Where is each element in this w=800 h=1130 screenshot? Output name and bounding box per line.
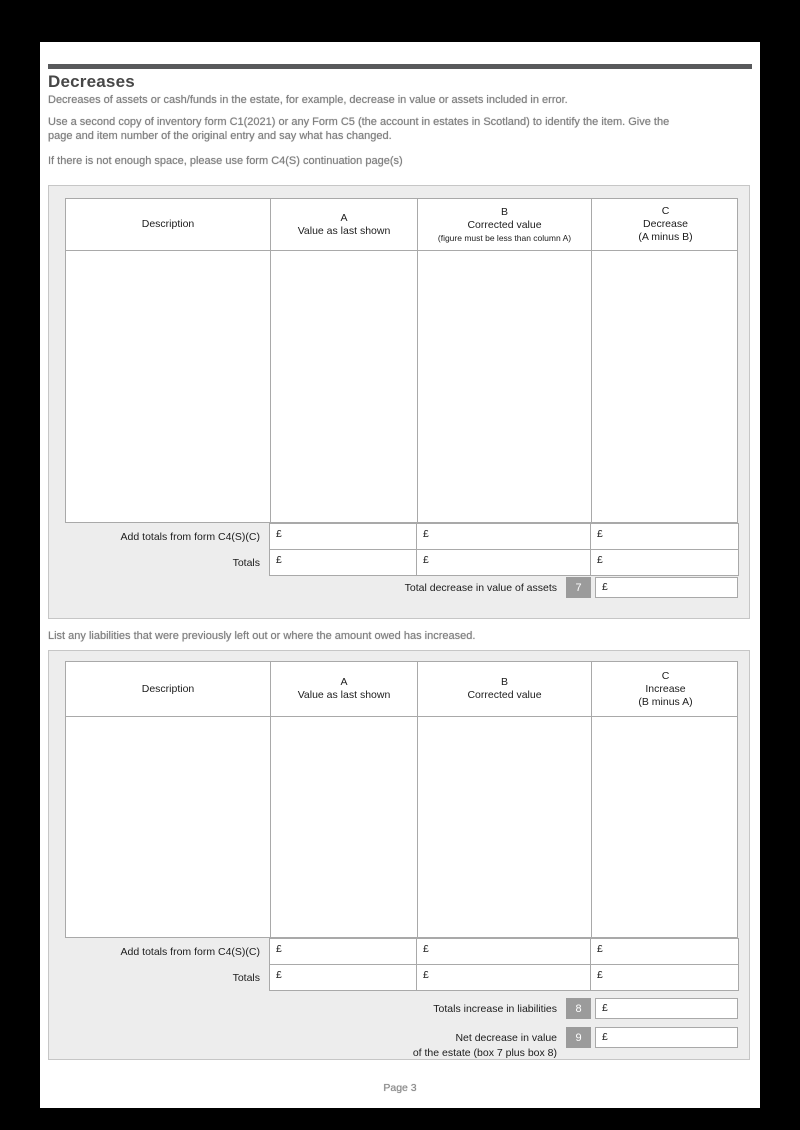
decreases-table-header (65, 198, 738, 251)
add-totals-row (65, 938, 738, 965)
totals-b-field[interactable]: £ (416, 549, 591, 576)
add-totals-c-field[interactable]: £ (590, 523, 739, 550)
increases-table-panel (48, 650, 750, 1060)
page-title: Decreases (48, 72, 135, 91)
box-7-amount-field[interactable]: £ (595, 577, 738, 598)
totals-a-field[interactable]: £ (269, 549, 417, 576)
column-header-c-increase: C Increase (B minus A) (591, 662, 739, 716)
intro-paragraph-1: Decreases of assets or cash/funds in the estate, for example, decrease in value or assets included in error. (48, 94, 568, 106)
add-totals-label: Add totals from form C4(S)(C) (120, 945, 260, 958)
column-header-b-note: (figure must be less than column A) (437, 233, 572, 243)
add-totals-b-field[interactable]: £ (416, 938, 591, 965)
totals-increase-liabilities-row (65, 998, 738, 1019)
totals-label: Totals (232, 556, 260, 569)
section-divider-rule (48, 64, 752, 69)
column-header-description: Description (141, 682, 195, 695)
liabilities-intro-text: List any liabilities that were previously left out or where the amount owed has increased. (48, 630, 476, 642)
box-9-amount-field[interactable]: £ (595, 1027, 738, 1048)
totals-c-field[interactable]: £ (590, 964, 739, 991)
increases-table-header (65, 661, 738, 717)
totals-row (65, 964, 738, 991)
add-totals-row (65, 523, 738, 550)
increases-table-body (65, 717, 738, 938)
box-9-number: 9 (566, 1027, 591, 1048)
column-header-a-value-as-last-shown: A Value as last shown (270, 662, 417, 716)
column-header-b-corrected-value: B Corrected value (417, 662, 591, 716)
value-b-entry-area[interactable] (417, 251, 591, 522)
box-8-number: 8 (566, 998, 591, 1019)
net-decrease-label (413, 1027, 557, 1061)
net-decrease-label-line-1: Net decrease in value (455, 1032, 557, 1044)
totals-row (65, 549, 738, 576)
net-decrease-row (65, 1027, 738, 1061)
totals-label: Totals (232, 971, 260, 984)
value-b-entry-area[interactable] (417, 717, 591, 937)
totals-a-field[interactable]: £ (269, 964, 417, 991)
column-header-a-value-as-last-shown: A Value as last shown (270, 199, 417, 250)
column-header-c-decrease: C Decrease (A minus B) (591, 199, 739, 250)
add-totals-a-field[interactable]: £ (269, 523, 417, 550)
value-c-entry-area[interactable] (591, 251, 739, 522)
add-totals-label: Add totals from form C4(S)(C) (120, 530, 260, 543)
total-decrease-label: Total decrease in value of assets (404, 582, 557, 594)
totals-c-field[interactable]: £ (590, 549, 739, 576)
page-number: Page 3 (383, 1082, 417, 1094)
column-header-b-corrected-value: B Corrected value (figure must be less than column A) (417, 199, 591, 250)
add-totals-b-field[interactable]: £ (416, 523, 591, 550)
box-7-number: 7 (566, 577, 591, 598)
value-a-entry-area[interactable] (270, 251, 417, 522)
decreases-table-body (65, 251, 738, 523)
totals-b-field[interactable]: £ (416, 964, 591, 991)
intro-paragraph-2-line-1: Use a second copy of inventory form C1(2021) or any Form C5 (the account in estates in Scotland) to identify the item. Give the (48, 116, 670, 128)
decreases-table-panel (48, 185, 750, 619)
intro-paragraph-3: If there is not enough space, please use form C4(S) continuation page(s) (48, 155, 403, 167)
total-decrease-row (65, 577, 738, 598)
totals-increase-liabilities-label: Totals increase in liabilities (433, 1003, 557, 1015)
intro-paragraph-2 (48, 115, 756, 143)
column-header-description: Description (141, 218, 195, 230)
description-entry-area[interactable] (66, 717, 270, 937)
value-c-entry-area[interactable] (591, 717, 739, 937)
add-totals-c-field[interactable]: £ (590, 938, 739, 965)
form-page (40, 42, 760, 1108)
description-entry-area[interactable] (66, 251, 270, 522)
intro-paragraph-2-line-2: page and item number of the original entry and say what has changed. (48, 130, 392, 142)
value-a-entry-area[interactable] (270, 717, 417, 937)
box-8-amount-field[interactable]: £ (595, 998, 738, 1019)
net-decrease-label-line-2: of the estate (box 7 plus box 8) (412, 1047, 557, 1059)
add-totals-a-field[interactable]: £ (269, 938, 417, 965)
